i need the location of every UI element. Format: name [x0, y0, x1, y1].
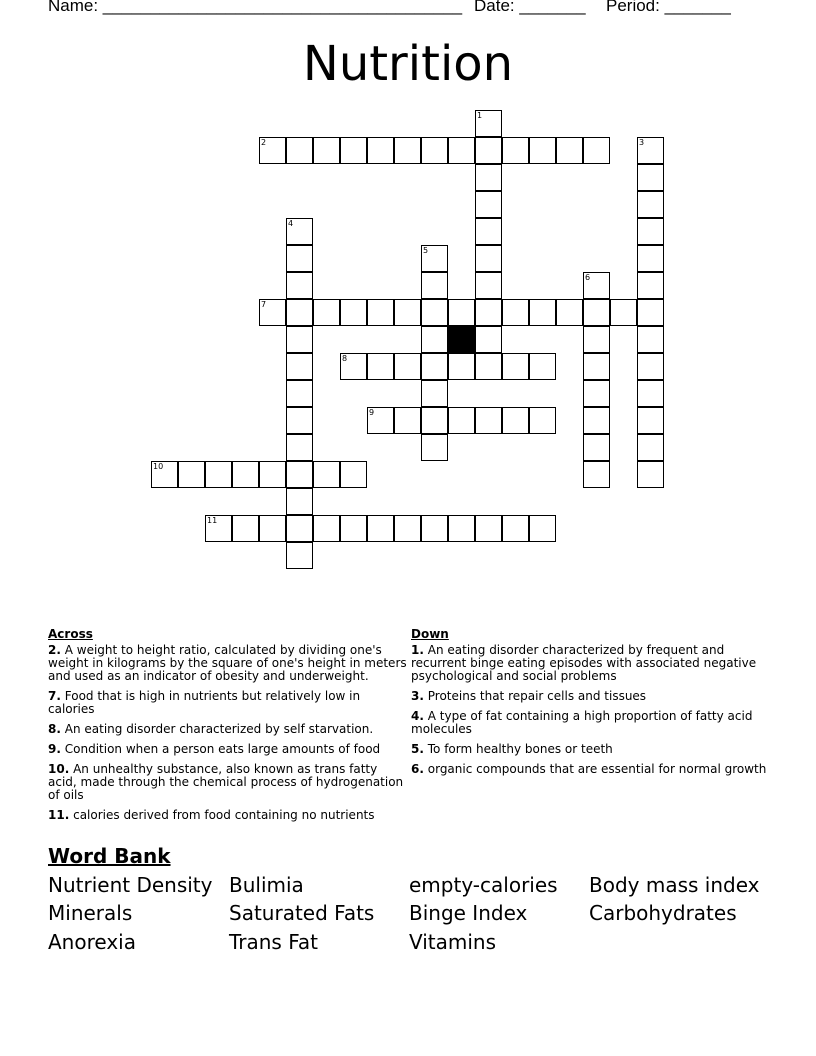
clue-text: An eating disorder characterized by self starvation.: [64, 722, 374, 736]
clue-down-6: [411, 763, 771, 776]
crossword-cell[interactable]: [475, 137, 502, 164]
word-bank-item: Saturated Fats: [229, 901, 375, 925]
crossword-cell[interactable]: [340, 299, 367, 326]
clue-number-label: 6: [585, 273, 591, 282]
clue-text: An unhealthy substance, also known as trans fatty acid, made through the chemical process of hydrogenation of oils: [48, 762, 404, 802]
crossword-cell[interactable]: [637, 353, 664, 380]
word-bank-item: Nutrient Density: [48, 873, 213, 897]
crossword-cell[interactable]: [637, 272, 664, 299]
clue-across-10: [48, 763, 408, 802]
crossword-cell[interactable]: [637, 245, 664, 272]
crossword-cell[interactable]: [205, 461, 232, 488]
crossword-cell[interactable]: [394, 137, 421, 164]
crossword-cell[interactable]: [286, 515, 313, 542]
clue-text: A weight to height ratio, calculated by dividing one's weight in kilograms by the square of one's height in meters and used as an indicator of obesity and underweight.: [48, 643, 407, 683]
crossword-cell[interactable]: [286, 434, 313, 461]
crossword-cell[interactable]: [583, 461, 610, 488]
page-title: Nutrition: [302, 36, 514, 92]
clue-text: A type of fat containing a high proportion of fatty acid molecules: [411, 709, 753, 736]
clue-number-label: 2: [261, 138, 267, 147]
crossword-cell[interactable]: [421, 326, 448, 353]
crossword-cell[interactable]: [286, 407, 313, 434]
crossword-cell[interactable]: [421, 515, 448, 542]
crossword-cell[interactable]: [637, 299, 664, 326]
header: [0, 0, 816, 18]
crossword-cell[interactable]: [394, 515, 421, 542]
crossword-cell[interactable]: [340, 137, 367, 164]
crossword-cell[interactable]: [367, 299, 394, 326]
clue-down-5: [411, 743, 771, 756]
period-field[interactable]: Period: _______: [606, 0, 731, 15]
clue-number-label: 5: [423, 246, 429, 255]
crossword-cell[interactable]: [583, 434, 610, 461]
word-bank-item: Carbohydrates: [589, 901, 737, 925]
clue-text: Condition when a person eats large amounts of food: [64, 742, 381, 756]
clue-number-label: 4: [288, 219, 294, 228]
crossword-cell[interactable]: [367, 137, 394, 164]
clue-across-2: [48, 644, 408, 683]
crossword-cell[interactable]: [583, 299, 610, 326]
crossword-cell[interactable]: [475, 353, 502, 380]
crossword-cell[interactable]: [178, 461, 205, 488]
crossword-cell[interactable]: [475, 326, 502, 353]
crossword-cell[interactable]: [529, 407, 556, 434]
crossword-cell[interactable]: [637, 326, 664, 353]
word-bank-item: Binge Index: [409, 901, 528, 925]
clue-number: 1.: [411, 643, 424, 657]
clue-number: 10.: [48, 762, 70, 776]
crossword-cell[interactable]: [529, 515, 556, 542]
crossword-cell[interactable]: [502, 299, 529, 326]
crossword-cell[interactable]: [421, 434, 448, 461]
crossword-cell[interactable]: [502, 137, 529, 164]
word-bank-item: empty-calories: [409, 873, 558, 897]
clue-across-11: [48, 809, 408, 822]
clue-across-8: [48, 723, 408, 736]
crossword-cell[interactable]: [610, 299, 637, 326]
crossword-cell[interactable]: [367, 515, 394, 542]
clue-number-label: 7: [261, 300, 267, 309]
crossword-cell[interactable]: [313, 515, 340, 542]
crossword-cell[interactable]: [556, 299, 583, 326]
crossword-cell[interactable]: [286, 272, 313, 299]
crossword-cell[interactable]: [637, 407, 664, 434]
crossword-cell[interactable]: [394, 353, 421, 380]
clue-number-label: 1: [477, 111, 483, 120]
clue-number: 2.: [48, 643, 61, 657]
across-heading: Across: [48, 627, 93, 641]
crossword-cell[interactable]: [529, 353, 556, 380]
crossword-cell[interactable]: [232, 461, 259, 488]
clue-number-label: 8: [342, 354, 348, 363]
crossword-cell[interactable]: [475, 164, 502, 191]
crossword-cell[interactable]: [286, 542, 313, 569]
clue-number: 3.: [411, 689, 424, 703]
across-clues: [48, 628, 408, 829]
down-clues: [411, 628, 771, 783]
name-field[interactable]: Name: ______________________________________: [48, 0, 463, 15]
crossword-cell[interactable]: [583, 380, 610, 407]
clue-number-label: 10: [153, 462, 164, 471]
clue-across-9: [48, 743, 408, 756]
clue-number-label: 3: [639, 138, 645, 147]
down-heading: Down: [411, 627, 449, 641]
crossword-cell[interactable]: [637, 164, 664, 191]
crossword-cell[interactable]: [448, 353, 475, 380]
date-field[interactable]: Date: _______: [474, 0, 586, 15]
clue-number: 4.: [411, 709, 424, 723]
crossword-cell[interactable]: [313, 299, 340, 326]
crossword-cell[interactable]: [529, 299, 556, 326]
crossword-cell[interactable]: [475, 299, 502, 326]
clue-text: An eating disorder characterized by frequent and recurrent binge eating episodes with associated negative psychological and social problems: [411, 643, 757, 683]
crossword-cell[interactable]: [448, 515, 475, 542]
crossword-cell[interactable]: [583, 353, 610, 380]
word-bank-item: Body mass index: [589, 873, 760, 897]
clue-across-7: [48, 690, 408, 716]
clue-down-4: [411, 710, 771, 736]
clue-number: 6.: [411, 762, 424, 776]
clue-number-label: 9: [369, 408, 375, 417]
crossword-cell[interactable]: [313, 461, 340, 488]
word-bank-title: Word Bank: [48, 844, 171, 868]
crossword-cell[interactable]: [637, 434, 664, 461]
crossword-cell[interactable]: [421, 407, 448, 434]
crossword-cell[interactable]: [421, 353, 448, 380]
clue-text: To form healthy bones or teeth: [427, 742, 613, 756]
crossword-cell[interactable]: [583, 407, 610, 434]
clue-number: 7.: [48, 689, 61, 703]
crossword-cell[interactable]: [637, 380, 664, 407]
crossword-cell[interactable]: [529, 137, 556, 164]
crossword-cell[interactable]: [286, 299, 313, 326]
crossword-cell[interactable]: [421, 137, 448, 164]
crossword-cell[interactable]: [475, 245, 502, 272]
clue-number-label: 11: [207, 516, 218, 525]
word-bank-item: Anorexia: [48, 930, 136, 954]
crossword-cell[interactable]: [286, 461, 313, 488]
crossword-cell[interactable]: [475, 272, 502, 299]
crossword-cell[interactable]: [421, 299, 448, 326]
word-bank-item: Vitamins: [409, 930, 497, 954]
crossword-cell[interactable]: [340, 515, 367, 542]
crossword-cell[interactable]: [475, 407, 502, 434]
crossword-cell[interactable]: [475, 515, 502, 542]
clue-text: calories derived from food containing no nutrients: [73, 808, 375, 822]
crossword-cell[interactable]: [448, 299, 475, 326]
crossword-cell[interactable]: [637, 191, 664, 218]
word-bank-item: Minerals: [48, 901, 133, 925]
crossword-cell[interactable]: [394, 299, 421, 326]
crossword-cell[interactable]: [421, 380, 448, 407]
clue-number: 9.: [48, 742, 61, 756]
clue-text: Food that is high in nutrients but relatively low in calories: [48, 689, 361, 716]
crossword-cell[interactable]: [583, 326, 610, 353]
clue-number: 5.: [411, 742, 424, 756]
clue-number: 11.: [48, 808, 70, 822]
crossword-cell[interactable]: [475, 191, 502, 218]
crossword-cell[interactable]: [637, 461, 664, 488]
clue-down-3: [411, 690, 771, 703]
crossword-cell[interactable]: [340, 461, 367, 488]
clue-number: 8.: [48, 722, 61, 736]
crossword-cell[interactable]: [502, 353, 529, 380]
crossword-cell[interactable]: [367, 353, 394, 380]
crossword-cell[interactable]: [259, 461, 286, 488]
word-bank-item: Trans Fat: [229, 930, 318, 954]
crossword-cell[interactable]: [475, 218, 502, 245]
crossword-cell[interactable]: [448, 137, 475, 164]
crossword-cell[interactable]: [286, 380, 313, 407]
crossword-cell[interactable]: [502, 407, 529, 434]
clue-text: organic compounds that are essential for normal growth: [427, 762, 767, 776]
crossword-cell[interactable]: [502, 515, 529, 542]
crossword-cell[interactable]: [637, 218, 664, 245]
crossword-cell[interactable]: [448, 407, 475, 434]
crossword-cell[interactable]: [286, 488, 313, 515]
crossword-cell[interactable]: [286, 137, 313, 164]
black-cell: [448, 326, 475, 353]
crossword-cell[interactable]: [286, 245, 313, 272]
crossword-cell[interactable]: [313, 137, 340, 164]
crossword-cell[interactable]: [259, 515, 286, 542]
crossword-cell[interactable]: [286, 326, 313, 353]
clue-text: Proteins that repair cells and tissues: [427, 689, 647, 703]
clue-down-1: [411, 644, 771, 683]
crossword-cell[interactable]: [232, 515, 259, 542]
crossword-cell[interactable]: [583, 137, 610, 164]
crossword-cell[interactable]: [394, 407, 421, 434]
crossword-cell[interactable]: [421, 272, 448, 299]
crossword-cell[interactable]: [556, 137, 583, 164]
word-bank-item: Bulimia: [229, 873, 304, 897]
crossword-cell[interactable]: [286, 353, 313, 380]
